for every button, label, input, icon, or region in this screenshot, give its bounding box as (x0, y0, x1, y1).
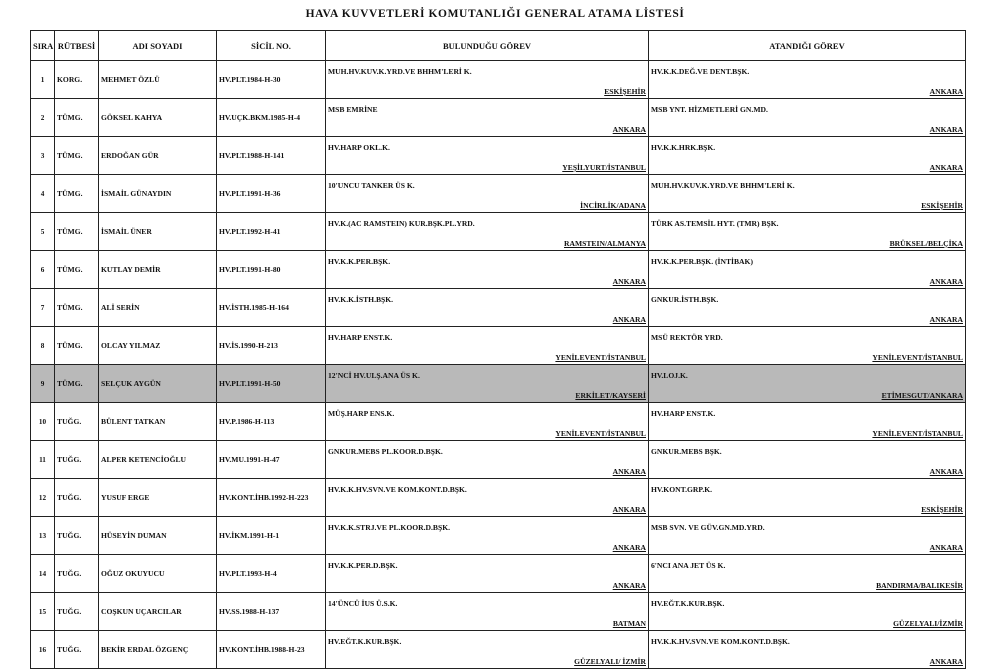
cell-sira: 2 (31, 99, 55, 137)
header-ad: ADI SOYADI (99, 31, 217, 61)
cell-bulundugu (326, 251, 649, 289)
cell-sira: 7 (31, 289, 55, 327)
bulundugu-place: YENİLEVENT/İSTANBUL (555, 353, 646, 362)
cell-atandigi (649, 137, 966, 175)
cell-bulundugu (326, 441, 649, 479)
table-row (31, 479, 966, 517)
cell-atandigi (649, 479, 966, 517)
cell-rutbe: TUĞG. (55, 403, 99, 441)
bulundugu-place: ANKARA (612, 581, 646, 590)
bulundugu-unit: HV.K.K.İSTH.BŞK. (328, 295, 394, 304)
bulundugu-unit: HV.K.K.STRJ.VE PL.KOOR.D.BŞK. (328, 523, 451, 532)
cell-bulundugu (326, 403, 649, 441)
bulundugu-place: ERKİLET/KAYSERİ (575, 391, 646, 400)
bulundugu-unit: GNKUR.MEBS PL.KOOR.D.BŞK. (328, 447, 443, 456)
cell-sira: 6 (31, 251, 55, 289)
cell-sira: 9 (31, 365, 55, 403)
atandigi-unit: HV.K.K.HRK.BŞK. (651, 143, 716, 152)
cell-sicil: HV.UÇK.BKM.1985-H-4 (217, 99, 326, 137)
table-row (31, 441, 966, 479)
atandigi-place: ANKARA (929, 543, 963, 552)
atandigi-place: ANKARA (929, 315, 963, 324)
cell-ad: KUTLAY DEMİR (99, 251, 217, 289)
atandigi-unit: MSÜ REKTÖR YRD. (651, 333, 723, 342)
cell-sira: 8 (31, 327, 55, 365)
atandigi-place: ANKARA (929, 163, 963, 172)
cell-sicil: HV.PLT.1991-H-50 (217, 365, 326, 403)
cell-rutbe: TÜMG. (55, 365, 99, 403)
table-row (31, 327, 966, 365)
cell-rutbe: TÜMG. (55, 137, 99, 175)
header-atandigi: ATANDIĞI GÖREV (649, 31, 966, 61)
cell-atandigi (649, 289, 966, 327)
cell-atandigi (649, 213, 966, 251)
cell-ad: İSMAİL ÜNER (99, 213, 217, 251)
cell-ad: COŞKUN UÇARCILAR (99, 593, 217, 631)
cell-ad: ERDOĞAN GÜR (99, 137, 217, 175)
cell-ad: OĞUZ OKUYUCU (99, 555, 217, 593)
cell-sira: 1 (31, 61, 55, 99)
cell-sicil: HV.P.1986-H-113 (217, 403, 326, 441)
cell-atandigi (649, 555, 966, 593)
table-row (31, 137, 966, 175)
cell-bulundugu (326, 137, 649, 175)
cell-sira: 5 (31, 213, 55, 251)
bulundugu-unit: HV.K.K.PER.D.BŞK. (328, 561, 398, 570)
document-title: HAVA KUVVETLERİ KOMUTANLIĞI GENERAL ATAMA LİSTESİ (305, 8, 685, 20)
cell-rutbe: TUĞG. (55, 441, 99, 479)
cell-bulundugu (326, 555, 649, 593)
atandigi-unit: MUH.HV.KUV.K.YRD.VE BHHM'LERİ K. (651, 181, 795, 190)
atandigi-place: GÜZELYALI/İZMİR (893, 619, 963, 628)
cell-rutbe: TÜMG. (55, 99, 99, 137)
cell-atandigi (649, 365, 966, 403)
atandigi-unit: HV.EĞT.K.KUR.BŞK. (651, 599, 725, 608)
cell-ad: HÜSEYİN DUMAN (99, 517, 217, 555)
cell-sicil: HV.PLT.1991-H-36 (217, 175, 326, 213)
atandigi-unit: HV.K.K.HV.SVN.VE KOM.KONT.D.BŞK. (651, 637, 790, 646)
cell-atandigi (649, 251, 966, 289)
cell-bulundugu (326, 327, 649, 365)
cell-sicil: HV.PLT.1991-H-80 (217, 251, 326, 289)
bulundugu-unit: 14'ÜNCÜ İUS Ü.S.K. (328, 599, 398, 608)
bulundugu-place: ESKİŞEHİR (604, 87, 646, 96)
table-body (31, 61, 966, 669)
bulundugu-unit: MSB EMRİNE (328, 105, 378, 114)
table-row (31, 555, 966, 593)
atandigi-unit: MSB SVN. VE GÜV.GN.MD.YRD. (651, 523, 765, 532)
cell-sicil: HV.İKM.1991-H-1 (217, 517, 326, 555)
atandigi-place: ANKARA (929, 467, 963, 476)
cell-sicil: HV.PLT.1992-H-41 (217, 213, 326, 251)
cell-rutbe: TÜMG. (55, 251, 99, 289)
atandigi-unit: 6'NCI ANA JET ÜS K. (651, 561, 726, 570)
table-row (31, 251, 966, 289)
cell-sira: 10 (31, 403, 55, 441)
table-row (31, 289, 966, 327)
bulundugu-unit: HV.HARP OKL.K. (328, 143, 390, 152)
cell-ad: YUSUF ERGE (99, 479, 217, 517)
cell-rutbe: TUĞG. (55, 517, 99, 555)
cell-atandigi (649, 175, 966, 213)
bulundugu-place: BATMAN (612, 619, 646, 628)
cell-ad: ALİ SERİN (99, 289, 217, 327)
atandigi-place: ANKARA (929, 277, 963, 286)
cell-sira: 14 (31, 555, 55, 593)
atandigi-unit: GNKUR.MEBS BŞK. (651, 447, 722, 456)
cell-sicil: HV.KONT.İHB.1988-H-23 (217, 631, 326, 669)
table-row (31, 365, 966, 403)
cell-rutbe: TUĞG. (55, 593, 99, 631)
atandigi-unit: MSB YNT. HİZMETLERİ GN.MD. (651, 105, 768, 114)
cell-ad: İSMAİL GÜNAYDIN (99, 175, 217, 213)
cell-sicil: HV.PLT.1984-H-30 (217, 61, 326, 99)
atandigi-place: BRÜKSEL/BELÇİKA (889, 239, 963, 248)
cell-sicil: HV.MU.1991-H-47 (217, 441, 326, 479)
cell-ad: ALPER KETENCİOĞLU (99, 441, 217, 479)
atandigi-unit: HV.K.K.PER.BŞK. (İNTİBAK) (651, 257, 753, 266)
atandigi-place: ANKARA (929, 125, 963, 134)
atandigi-place: ETİMESGUT/ANKARA (881, 391, 963, 400)
atandigi-place: ESKİŞEHİR (921, 505, 963, 514)
atandigi-unit: HV.HARP ENST.K. (651, 409, 716, 418)
bulundugu-unit: HV.EĞT.K.KUR.BŞK. (328, 637, 402, 646)
cell-atandigi (649, 517, 966, 555)
bulundugu-unit: HV.K.K.PER.BŞK. (328, 257, 391, 266)
cell-atandigi (649, 631, 966, 669)
bulundugu-place: ANKARA (612, 125, 646, 134)
cell-sicil: HV.İSTH.1985-H-164 (217, 289, 326, 327)
table-header-row (31, 31, 966, 61)
cell-atandigi (649, 593, 966, 631)
cell-ad: SELÇUK AYGÜN (99, 365, 217, 403)
table-row (31, 593, 966, 631)
header-sicil: SİCİL NO. (217, 31, 326, 61)
cell-sira: 11 (31, 441, 55, 479)
header-sira: SIRA (31, 31, 55, 61)
cell-sicil: HV.PLT.1993-H-4 (217, 555, 326, 593)
bulundugu-place: YENİLEVENT/İSTANBUL (555, 429, 646, 438)
cell-bulundugu (326, 213, 649, 251)
bulundugu-unit: HV.K.(AC RAMSTEIN) KUR.BŞK.PL.YRD. (328, 219, 475, 228)
table-row (31, 213, 966, 251)
cell-rutbe: TUĞG. (55, 479, 99, 517)
cell-atandigi (649, 61, 966, 99)
cell-sira: 12 (31, 479, 55, 517)
cell-rutbe: KORG. (55, 61, 99, 99)
bulundugu-unit: 12'NCİ HV.ULŞ.ANA ÜS K. (328, 371, 420, 380)
cell-sicil: HV.KONT.İHB.1992-H-223 (217, 479, 326, 517)
atandigi-place: YENİLEVENT/İSTANBUL (872, 353, 963, 362)
bulundugu-place: ANKARA (612, 505, 646, 514)
cell-ad: OLCAY YILMAZ (99, 327, 217, 365)
cell-atandigi (649, 99, 966, 137)
cell-bulundugu (326, 61, 649, 99)
atandigi-place: BANDIRMA/BALIKESİR (876, 581, 963, 590)
cell-sira: 3 (31, 137, 55, 175)
cell-bulundugu (326, 593, 649, 631)
table-row (31, 61, 966, 99)
cell-ad: MEHMET ÖZLÜ (99, 61, 217, 99)
cell-atandigi (649, 403, 966, 441)
bulundugu-place: ANKARA (612, 277, 646, 286)
atandigi-place: ANKARA (929, 657, 963, 666)
atandigi-place: YENİLEVENT/İSTANBUL (872, 429, 963, 438)
bulundugu-place: ANKARA (612, 467, 646, 476)
cell-rutbe: TUĞG. (55, 631, 99, 669)
cell-atandigi (649, 441, 966, 479)
cell-rutbe: TÜMG. (55, 213, 99, 251)
bulundugu-place: İNCİRLİK/ADANA (580, 201, 646, 210)
cell-ad: BEKİR ERDAL ÖZGENÇ (99, 631, 217, 669)
atandigi-unit: TÜRK AS.TEMSİL HYT. (TMR) BŞK. (651, 219, 779, 228)
atandigi-unit: HV.LOJ.K. (651, 371, 688, 380)
table-row (31, 99, 966, 137)
header-rutbe: RÜTBESİ (55, 31, 99, 61)
cell-sicil: HV.SS.1988-H-137 (217, 593, 326, 631)
atandigi-unit: HV.KONT.GRP.K. (651, 485, 713, 494)
bulundugu-unit: HV.HARP ENST.K. (328, 333, 393, 342)
cell-bulundugu (326, 631, 649, 669)
cell-sira: 4 (31, 175, 55, 213)
atandigi-unit: HV.K.K.DEĞ.VE DENT.BŞK. (651, 67, 750, 76)
cell-sira: 13 (31, 517, 55, 555)
cell-bulundugu (326, 289, 649, 327)
cell-rutbe: TUĞG. (55, 555, 99, 593)
bulundugu-place: ANKARA (612, 315, 646, 324)
table-row (31, 403, 966, 441)
bulundugu-unit: 10'UNCU TANKER ÜS K. (328, 181, 415, 190)
header-bulundugu: BULUNDUĞU GÖREV (326, 31, 649, 61)
cell-bulundugu (326, 365, 649, 403)
table-row (31, 175, 966, 213)
bulundugu-unit: MUH.HV.KUV.K.YRD.VE BHHM'LERİ K. (328, 67, 472, 76)
cell-ad: GÖKSEL KAHYA (99, 99, 217, 137)
cell-rutbe: TÜMG. (55, 175, 99, 213)
cell-sicil: HV.PLT.1988-H-141 (217, 137, 326, 175)
bulundugu-place: RAMSTEIN/ALMANYA (564, 239, 646, 248)
cell-bulundugu (326, 479, 649, 517)
atandigi-unit: GNKUR.İSTH.BŞK. (651, 295, 719, 304)
cell-rutbe: TÜMG. (55, 289, 99, 327)
cell-sicil: HV.İS.1990-H-213 (217, 327, 326, 365)
bulundugu-unit: MÜŞ.HARP ENS.K. (328, 409, 395, 418)
atandigi-place: ANKARA (929, 87, 963, 96)
cell-rutbe: TÜMG. (55, 327, 99, 365)
bulundugu-place: ANKARA (612, 543, 646, 552)
cell-bulundugu (326, 517, 649, 555)
cell-atandigi (649, 327, 966, 365)
assignment-table (30, 30, 966, 669)
cell-bulundugu (326, 175, 649, 213)
bulundugu-unit: HV.K.K.HV.SVN.VE KOM.KONT.D.BŞK. (328, 485, 467, 494)
cell-sira: 16 (31, 631, 55, 669)
bulundugu-place: YEŞİLYURT/İSTANBUL (562, 163, 646, 172)
cell-sira: 15 (31, 593, 55, 631)
table-row (31, 517, 966, 555)
atandigi-place: ESKİŞEHİR (921, 201, 963, 210)
bulundugu-place: GÜZELYALI/ İZMİR (574, 657, 646, 666)
cell-bulundugu (326, 99, 649, 137)
cell-ad: BÜLENT TATKAN (99, 403, 217, 441)
table-row (31, 631, 966, 669)
